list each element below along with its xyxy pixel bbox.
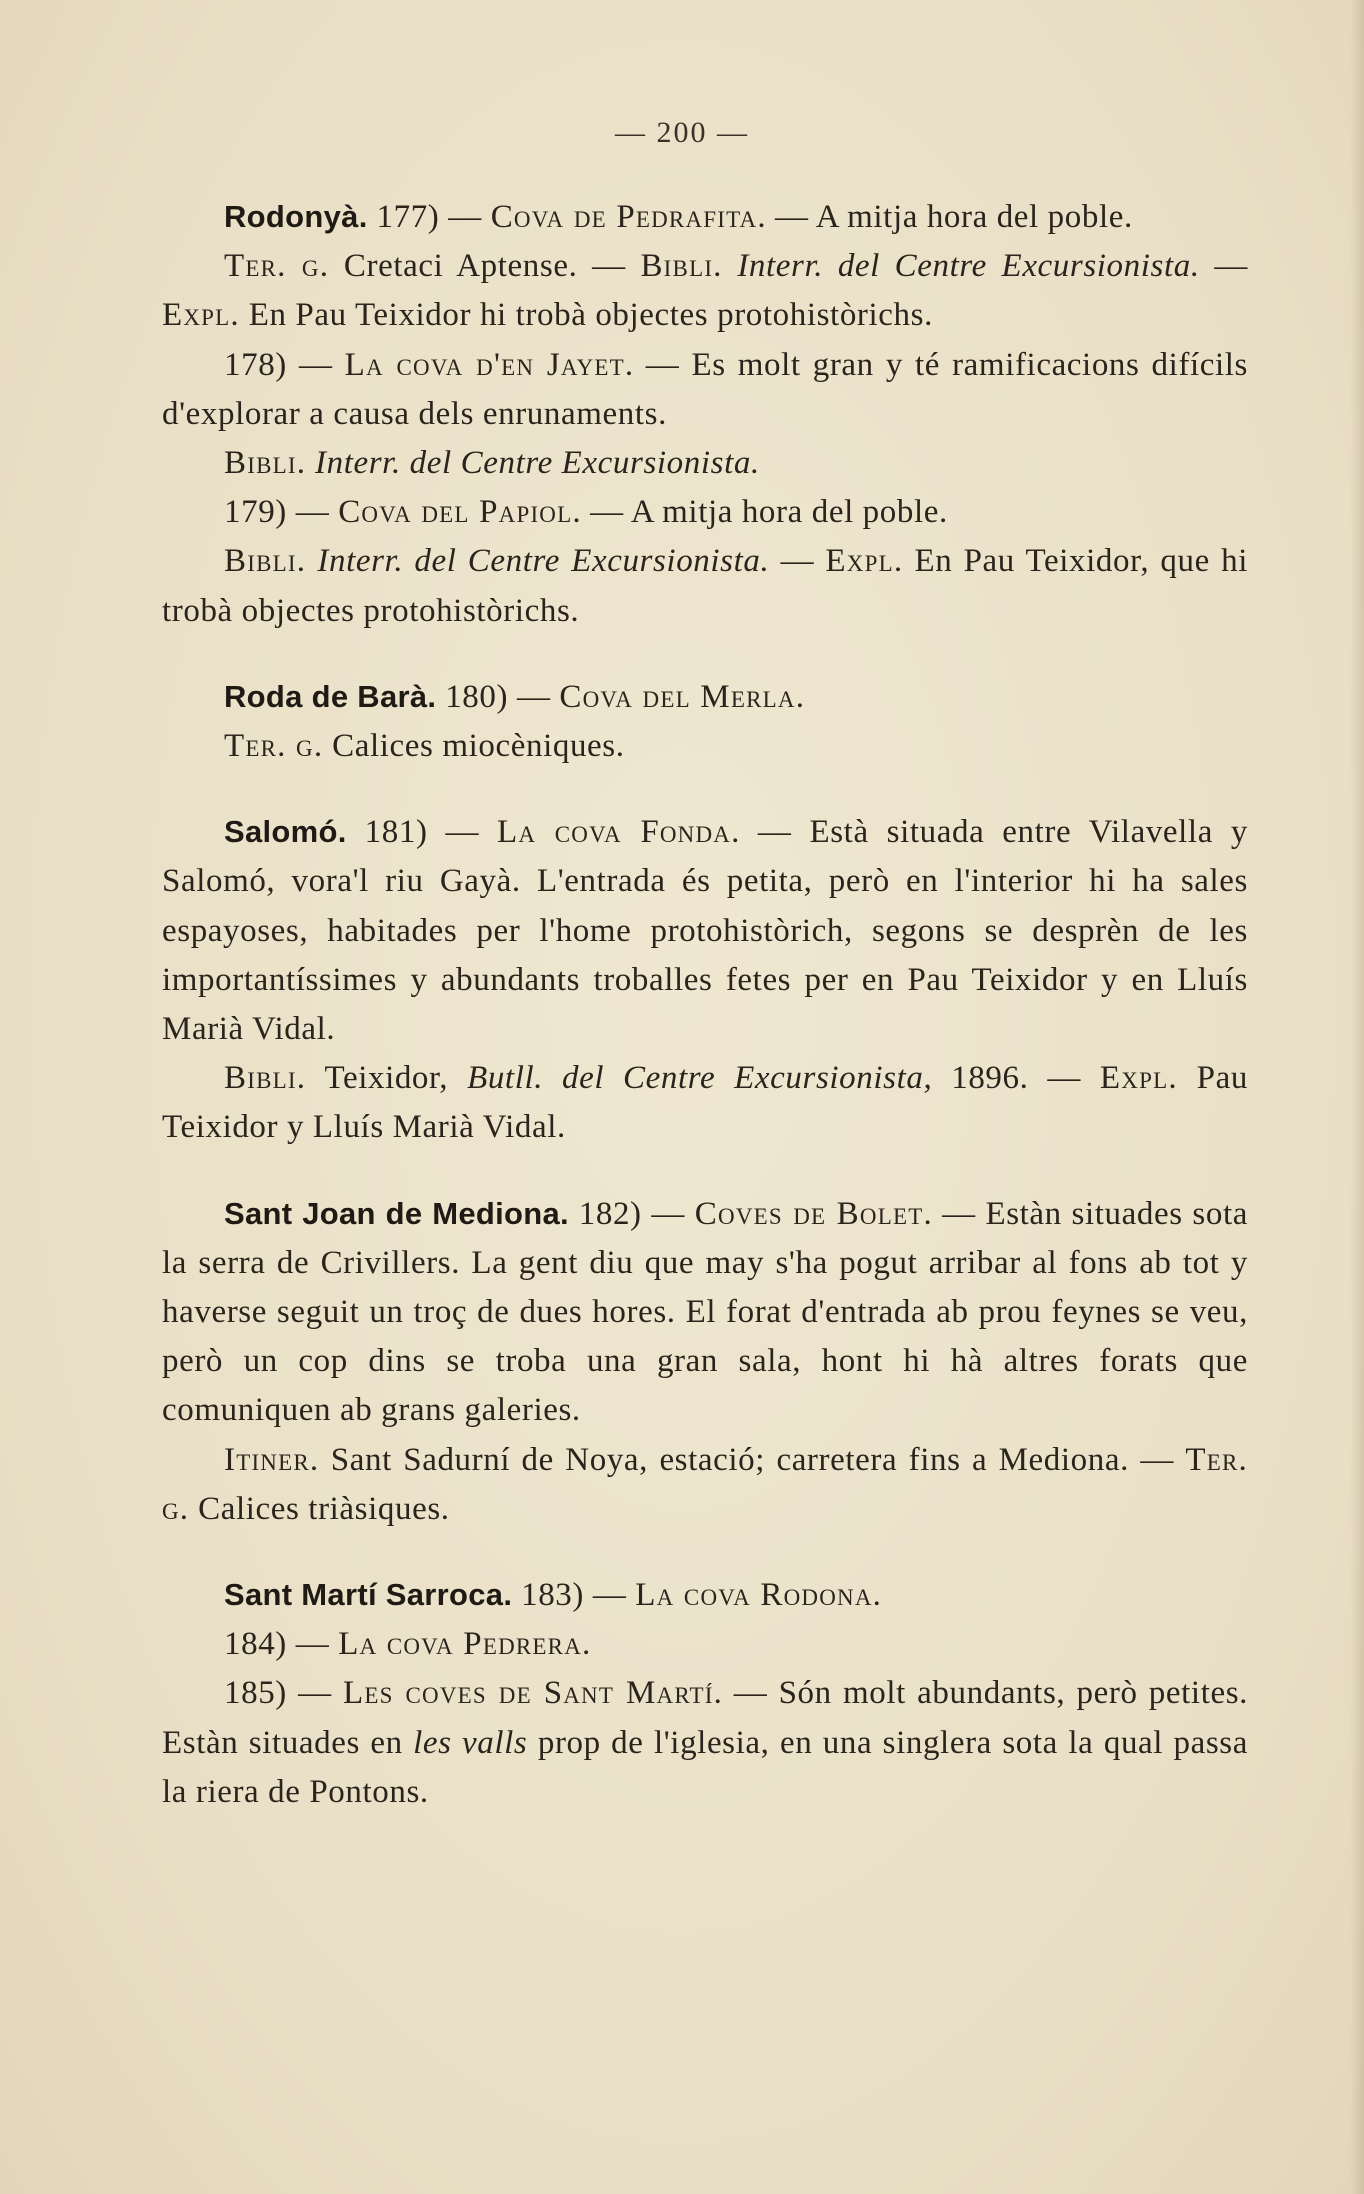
text-run: . — Estàn situades sota la serra de Crivillers. La gent diu que may s'ha pogut arribar al fons ab tot y haverse seguit un troç de dues hores. El forat d'entrada ab prou feynes se veu, però un cop dins se troba una gran sala, hont hi hà altres forats que comuniquen ab grans galeries. — [162, 1195, 1248, 1429]
page-number: — 200 — — [615, 116, 749, 149]
text-run: — — [1199, 248, 1249, 285]
small-caps-term: Expl. — [1099, 1060, 1178, 1097]
text-run — [723, 248, 738, 284]
entry-paragraph — [162, 1570, 1248, 1620]
text-run: Calices miocèniques. — [323, 728, 625, 765]
small-caps-term: Cova de Pedrafita — [490, 199, 758, 235]
small-caps-term: La cova Rodona — [635, 1577, 873, 1614]
text-run: 1896. — — [932, 1060, 1100, 1097]
text-run: 185) — — [224, 1675, 344, 1712]
italic-reference: Interr. del Centre Excursionista. — [737, 248, 1200, 285]
small-caps-term: Cova del Papiol — [338, 494, 573, 531]
text-run: Pau Teixidor y Lluís Marià Vidal. — [162, 1060, 1248, 1146]
place-name: Salomó. — [224, 814, 347, 850]
entry-paragraph — [162, 807, 1248, 1054]
text-run: Calices triàsiques. — [189, 1490, 450, 1527]
text-run: . — Són molt abundants, però petites. Estàn situades en — [162, 1675, 1248, 1761]
small-caps-term: Expl. — [162, 297, 240, 334]
small-caps-term: La cova Fonda — [497, 814, 732, 851]
place-name: Sant Joan de Mediona. — [224, 1195, 569, 1231]
text-run: 180) — — [436, 678, 560, 715]
small-caps-term: Ter. g. — [162, 1441, 1248, 1527]
text-run — [306, 543, 317, 579]
entry-paragraph — [162, 341, 1248, 439]
entry-paragraph — [162, 1189, 1248, 1436]
page-edge-shadow — [1350, 0, 1364, 2194]
entry-paragraph — [162, 537, 1248, 635]
small-caps-term: Ter. g. — [224, 248, 330, 285]
text-run: 179) — — [224, 494, 339, 531]
text-run: . — Està situada entre Vilavella y Salomó, vora'l riu Gayà. L'entrada és petita, però en l'interior hi ha sales espayoses, habitades per l'home protohistòrich, segons se desprèn de les importantíssimes y abundants troballes fetes per en Pau Teixidor y en Lluís Marià Vidal. — [162, 814, 1248, 1048]
small-caps-term: Cova del Merla — [559, 678, 796, 715]
entry-paragraph — [162, 672, 1248, 722]
text-run: 182) — — [568, 1195, 695, 1232]
text-run: 177) — — [367, 199, 491, 235]
small-caps-term: Itiner. — [224, 1441, 320, 1478]
italic-reference: Interr. del Centre Excursionista. — [315, 445, 760, 482]
text-run: Teixidor, — [306, 1060, 468, 1097]
entry-paragraph — [162, 488, 1248, 537]
small-caps-term: Expl. — [825, 543, 904, 580]
text-run: . — A mitja hora del poble. — [572, 494, 948, 531]
text-run: Sant Sadurní de Noya, estació; carretera fins a Mediona. — — [319, 1441, 1186, 1478]
place-name: Sant Martí Sarroca. — [224, 1577, 513, 1613]
small-caps-term: Bibli. — [224, 1060, 307, 1097]
place-name: Rodonyà. — [224, 199, 368, 234]
entry-paragraph — [162, 1669, 1248, 1817]
text-run: — — [769, 543, 826, 580]
entry-paragraph — [162, 1436, 1248, 1534]
small-caps-term: Bibli. — [640, 248, 723, 285]
text-run: . — A mitja hora del poble. — [757, 199, 1133, 235]
text-run: . — [582, 1626, 591, 1663]
italic-reference: Butll. del Centre Excursionista, — [467, 1060, 933, 1097]
entry-paragraph — [162, 242, 1248, 340]
text-run: 181) — — [346, 814, 498, 851]
small-caps-term: Bibli. — [224, 543, 307, 580]
entry-paragraph — [162, 1620, 1248, 1669]
text-run: . — [872, 1577, 882, 1614]
italic-reference: les valls — [413, 1724, 528, 1761]
text-run: En Pau Teixidor, que hi trobà objectes protohistòrichs. — [162, 543, 1248, 629]
place-name: Roda de Barà. — [224, 678, 437, 714]
small-caps-term: Bibli. — [224, 445, 307, 482]
entry-paragraph — [162, 192, 1248, 242]
small-caps-term: Ter. g. — [224, 728, 324, 765]
text-run: prop de l'iglesia, en una singlera sota la qual passa la riera de Pontons. — [162, 1724, 1248, 1810]
entry-paragraph — [162, 439, 1248, 488]
text-run: . — Es molt gran y té ramificacions difícils d'explorar a causa dels enrunaments. — [162, 346, 1248, 432]
italic-reference: Interr. del Centre Excursionista. — [317, 543, 770, 580]
entry-paragraph — [162, 1054, 1248, 1152]
text-run: . — [795, 678, 805, 715]
text-run: 178) — — [224, 346, 345, 383]
small-caps-term: Les coves de Sant Martí — [343, 1675, 714, 1712]
text-run: Cretaci Aptense. — — [329, 248, 641, 285]
text-run: 184) — — [224, 1626, 339, 1663]
small-caps-term: Coves de Bolet — [694, 1195, 924, 1232]
page-body-text — [162, 192, 1248, 1817]
small-caps-term: La cova d'en Jayet — [344, 346, 625, 383]
text-run: En Pau Teixidor hi trobà objectes protohistòrichs. — [239, 297, 933, 334]
text-run — [306, 445, 315, 481]
small-caps-term: La cova Pedrera — [338, 1626, 583, 1663]
entry-paragraph — [162, 722, 1248, 771]
text-run: 183) — — [512, 1577, 636, 1614]
